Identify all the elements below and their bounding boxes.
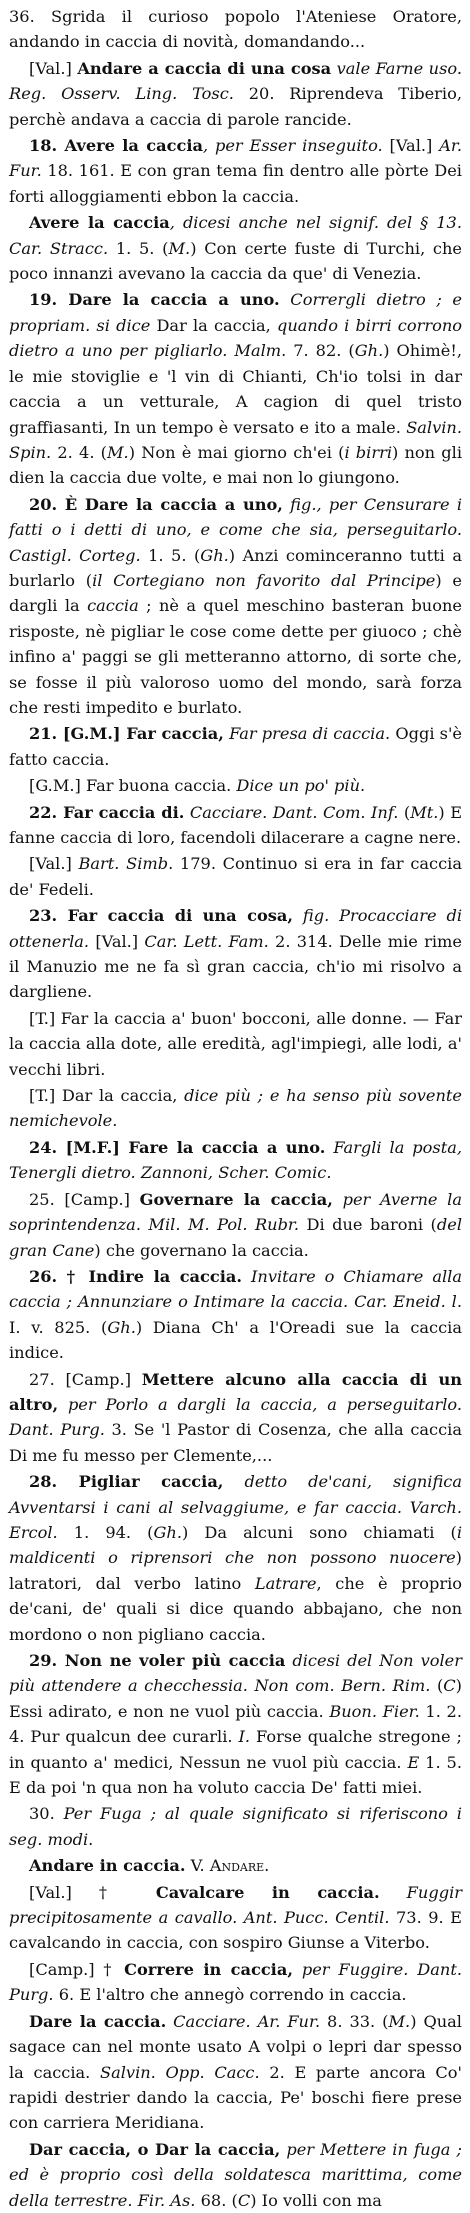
entry-text-segment: Gh. <box>200 545 229 565</box>
entry-text-segment: Dice un po' più. <box>236 776 366 796</box>
entry-text-segment: 26. † Indire la caccia. <box>29 1266 243 1286</box>
dictionary-entry <box>9 1367 462 1469</box>
entry-text-segment: fig. Procacciare di ottenerla. <box>9 906 462 951</box>
dictionary-entry <box>9 1853 462 1878</box>
entry-text-segment: [Val.] <box>89 931 145 951</box>
entry-text-segment: 19. Dare la caccia a uno. <box>29 290 280 310</box>
dictionary-entry <box>9 773 462 798</box>
entry-text-segment: Buon. Fier. <box>329 1701 420 1721</box>
dictionary-entry <box>9 56 462 132</box>
dictionary-entry <box>9 2009 462 2136</box>
entry-text-segment: Di due baroni ( <box>299 1215 437 1235</box>
entry-text-segment: Gh. <box>153 1522 182 1542</box>
entry-text-segment: ) E fanne caccia di loro, facendoli dilacerare a cagne nere. <box>9 802 463 847</box>
entry-text-segment: Corrergli dietro ; e propriam. si dice <box>9 290 463 335</box>
entry-text-segment: Car. Lett. Fam. <box>144 931 269 951</box>
dictionary-entry <box>9 1880 462 1956</box>
entry-text-segment: [Val.] <box>382 136 440 156</box>
dictionary-entry <box>9 851 462 902</box>
entry-text-segment: per Fuggire. Dant. Purg. <box>9 1959 462 2005</box>
entry-text-segment: Far presa di caccia. <box>223 724 391 744</box>
entry-text-segment: 27. [Camp.] <box>29 1369 142 1389</box>
dictionary-entry <box>9 287 462 490</box>
entry-text-segment: 20. Riprendeva Tiberio, perchè andava a caccia di parole rancide. <box>9 84 462 129</box>
entry-text-segment: Salvin. Spin. <box>9 417 462 462</box>
entry-text-segment: Bart. Simb. <box>78 854 174 874</box>
entry-text-segment: [T.] Dar la caccia, <box>29 1086 185 1106</box>
entry-text-segment: E <box>407 1752 420 1772</box>
dictionary-entry <box>9 800 462 851</box>
entry-text-segment: ) Ohimè!, le mie stoviglie e 'l vin di Chianti, Ch'io tolsi in dar caccia a un vetturale, A cagion di quel tristo graffiasanti, In un tempo è versato e ito a male. <box>9 341 462 437</box>
entry-text-segment: Gh. <box>107 1317 136 1337</box>
entry-text-segment: M. <box>168 238 191 258</box>
entry-text-segment: Oggi s'è fatto caccia. <box>9 724 463 769</box>
entry-text-segment: 2. 314. Delle mie rime il Manuzio me ne fa sì gran caccia, ch'io mi risolvo a dargliene. <box>9 931 462 1002</box>
entry-text-segment: 18. 161. E con gran tema fin dentro alle pòrte Dei forti alloggiamenti ebbon la caccia. <box>9 161 462 206</box>
entry-text-segment: Mt. <box>410 802 439 822</box>
entry-text-segment: ) Da alcuni sono chiamati ( <box>181 1522 457 1542</box>
entry-text-segment: per Porlo a dargli la caccia, a perseguitarlo. Dant. Purg. <box>9 1394 462 1440</box>
entry-text-segment: 179. Continuo si era in far caccia de' Fedeli. <box>9 854 463 899</box>
entry-text-segment: Fuggir precipitosamente a cavallo. Ant. Pucc. Centil. <box>9 1882 462 1928</box>
entry-text-segment: Salvin. Opp. Cacc. <box>100 2062 260 2082</box>
entry-text-segment: [Val.] † <box>29 1882 156 1902</box>
entry-text-segment: 1. 2. 4. Pur qualcun dee curarli. <box>9 1701 462 1747</box>
entry-text-segment: , che è proprio de'cani, de' quali si dice quando abbajano, che non mordono o non pigliano caccia. <box>9 1573 462 1644</box>
dictionary-entry <box>9 1006 462 1082</box>
entry-text-segment: M. <box>388 2011 411 2031</box>
entry-text-segment: Dar caccia, o Dar la caccia, <box>29 2139 281 2159</box>
entry-text-segment: Gh. <box>354 341 384 361</box>
entry-text-segment: [Camp.] † <box>29 1959 125 1979</box>
dictionary-entry <box>9 1264 462 1366</box>
entry-text-segment: 18. Avere la caccia <box>29 136 203 156</box>
entry-text-segment: 24. [M.F.] Fare la caccia a uno. <box>29 1137 326 1157</box>
entry-text-segment: 28. Pigliar caccia, <box>29 1472 224 1492</box>
entry-text-segment: ) latratori, dal verbo latino <box>9 1548 462 1593</box>
dictionary-entry <box>9 903 462 1005</box>
entry-text-segment: caccia <box>87 596 139 616</box>
entry-text-segment: vale Farne uso. Reg. Osserv. Ling. Tosc. <box>9 58 463 104</box>
dictionary-entry <box>9 1957 462 2008</box>
entry-text-segment: ) Essi adirato, e non ne vuol più caccia. <box>9 1676 462 1721</box>
entry-text-segment: Ar. Fur. <box>9 136 463 181</box>
entry-text-segment: C <box>237 2190 251 2210</box>
entry-text-segment: del gran Cane <box>9 1215 462 1260</box>
entry-text-segment: Mettere alcuno alla caccia di un altro, <box>9 1369 462 1414</box>
entry-text-segment: Forse qualche stregone ; in quanto a' medici, Nessun ne vuol più caccia. <box>9 1727 462 1772</box>
dictionary-entry <box>9 1469 462 1647</box>
entry-text-segment: i maldicenti o riprensori che non possono nuocere <box>9 1522 462 1568</box>
entry-text-segment: detto de'cani, significa Avventarsi i cani al selvaggiume, e far caccia. Varch. Ercol. <box>9 1472 462 1542</box>
entry-text-segment: i birri <box>344 442 392 462</box>
entry-text-segment: ) Non è mai giorno ch'ei ( <box>128 442 345 462</box>
entry-text-segment: [Val.] <box>29 58 78 78</box>
entry-text-segment: Invitare o Chiamare alla caccia ; Annunziare o Intimare la caccia. Car. Eneid. l. <box>9 1266 462 1312</box>
entry-text-segment: Cavalcare in caccia. <box>155 1882 380 1902</box>
entry-text-segment: 22. Far caccia di. <box>29 802 185 822</box>
entry-text-segment: ) Anzi cominceranno tutti a burlarlo ( <box>9 545 462 590</box>
entry-text-segment: Andare. <box>209 1856 270 1876</box>
entry-text-segment: 68. ( <box>195 2190 238 2210</box>
entry-text-segment: 30. <box>29 1804 64 1824</box>
entry-text-segment: dicesi del Non voler più attendere a checchessia. Non com. Bern. Rim. <box>9 1651 462 1696</box>
entry-text-segment: 29. Non ne voler più caccia <box>29 1651 286 1670</box>
entry-text-segment: 1. 5. ( <box>140 545 201 565</box>
entry-text-segment: Avere la caccia <box>29 213 170 233</box>
entry-text-segment: 21. [G.M.] Far caccia, <box>29 724 224 744</box>
entry-text-segment: [G.M.] Far buona caccia. <box>29 776 237 796</box>
entry-text-segment: ( <box>430 1676 444 1696</box>
entry-text-segment: [Val.] <box>29 854 79 874</box>
entry-text-segment: ) Con certe fuste di Turchi, che poco innanzi avevano la caccia da que' di Venezia. <box>9 238 462 284</box>
entry-text-segment: 7. 82. ( <box>286 341 355 361</box>
entry-text-segment: Andare in caccia. <box>29 1856 186 1876</box>
entry-text-segment: , dicesi anche nel signif. del § 13. Car. Stracc. <box>9 213 462 258</box>
entry-text-segment: Andare a caccia di una cosa <box>77 58 332 78</box>
entry-text-segment: M. <box>106 442 129 462</box>
entry-text-segment: il Cortegiano non favorito dal Principe <box>92 570 436 590</box>
entry-text-segment: quando i birri corrono dietro a uno per pigliarlo. Malm. <box>9 315 463 361</box>
dictionary-entry <box>9 492 462 721</box>
entry-text-segment: Cacciare. Dant. Com. Inf. <box>184 802 399 822</box>
dictionary-entry <box>9 1648 462 1800</box>
dictionary-entry <box>9 4 462 55</box>
dictionary-entry <box>9 2137 462 2213</box>
dictionary-entry <box>9 1135 462 1186</box>
entry-text-segment: 25. [Camp.] <box>29 1189 140 1209</box>
entry-text-segment: 8. 33. ( <box>320 2011 389 2031</box>
entry-text-segment: 1. 5. E da poi 'n qua non ha voluto caccia De' fatti miei. <box>9 1752 462 1798</box>
dictionary-entry <box>9 1801 462 1852</box>
entry-text-segment: Dare la caccia. <box>29 2011 167 2031</box>
entry-text-segment: 2. 4. ( <box>51 442 107 462</box>
entry-text-segment: 6. E l'altro che annegò correndo in caccia. <box>53 1985 407 2005</box>
entry-text-segment: ( <box>398 802 411 822</box>
entry-text-segment: I. <box>238 1727 251 1747</box>
dictionary-entry <box>9 1187 462 1263</box>
entry-text-segment: 3. Se 'l Pastor di Cosenza, che alla caccia Di me fu messo per Clemente,... <box>9 1420 462 1465</box>
entry-text-segment: C <box>443 1676 456 1696</box>
dictionary-entry <box>9 133 462 209</box>
entry-text-segment: dice più ; e ha senso più sovente nemichevole. <box>9 1086 462 1131</box>
entry-text-segment: Cacciare. Ar. Fur. <box>166 2011 321 2031</box>
entry-text-segment: ) che governano la caccia. <box>94 1240 309 1260</box>
entry-text-segment: 36. Sgrida il curioso popolo l'Ateniese Oratore, andando in caccia di novità, domandando... <box>9 7 462 52</box>
dictionary-entry <box>9 721 462 772</box>
entry-text-segment: 20. È Dare la caccia a uno, <box>29 494 283 514</box>
entry-text-segment: Latrare <box>254 1573 317 1593</box>
dictionary-entry <box>9 1083 462 1134</box>
entry-text-segment: Fargli la posta, Tenergli dietro. Zannoni, Scher. Comic. <box>9 1137 463 1183</box>
entry-text-segment: ; nè a quel meschino basteran buone risposte, nè pigliar le cose come dette per giuoco ; chè infino a' paggi se gli metteranno attorno, di sorte che, se fosse il più valoroso uomo del mondo, sarà forza che resti impedito e burlato. <box>9 596 462 717</box>
entry-text-segment: 23. Far caccia di una cosa, <box>29 906 293 926</box>
entry-text-segment: 73. 9. E cavalcando in caccia, con sospiro Giunse a Viterbo. <box>9 1908 462 1953</box>
entry-text-segment: per Mettere in fuga ; ed è proprio così della soldatesca marittima, come della terrestre. Fir. As. <box>9 2139 462 2210</box>
entry-text-segment: I. v. 825. ( <box>9 1317 108 1337</box>
entry-text-segment: 1. 5. ( <box>108 238 169 258</box>
entry-text-segment: 2. E parte ancora Co' rapidi destrier dando la caccia, Pe' boschi fiere prese con carriera Meridiana. <box>9 2062 462 2133</box>
entry-list <box>9 4 462 2213</box>
entry-text-segment: Governare la caccia, <box>139 1189 333 1209</box>
entry-text-segment: ) Qual sagace can nel monte usato A volpi o lepri dar spesso la caccia. <box>9 2011 462 2082</box>
dictionary-entry <box>9 210 462 286</box>
entry-text-segment: Per Fuga ; al quale significato si riferiscono i seg. modi. <box>9 1804 462 1849</box>
entry-text-segment: , per Esser inseguito. <box>202 136 383 156</box>
entry-text-segment: Correre in caccia, <box>124 1959 293 1979</box>
entry-text-segment: ) Diana Ch' a l'Oreadi sue la caccia indice. <box>9 1317 463 1363</box>
entry-text-segment: Dar la caccia, <box>150 315 277 335</box>
entry-text-segment: fig., per Censurare i fatti o i detti di uno, e come che sia, perseguitarlo. Castigl. Corteg. <box>9 494 462 565</box>
entry-text-segment: per Averne la soprintendenza. Mil. M. Pol. Rubr. <box>9 1189 462 1235</box>
entry-text-segment: ) non gli dien la caccia due volte, e mai non lo giungono. <box>9 442 462 488</box>
entry-text-segment: [T.] Far la caccia a' buon' bocconi, alle donne. — Far la caccia alla dote, alle eredità, agl'impiegi, alle lodi, a' vecchi libri. <box>9 1008 462 1079</box>
entry-text-segment: 1. 94. ( <box>57 1522 154 1542</box>
entry-text-segment: ) e dargli la <box>9 570 462 616</box>
entry-text-segment: V. <box>185 1856 210 1876</box>
entry-text-segment: ) Io volli con ma <box>250 2190 382 2210</box>
